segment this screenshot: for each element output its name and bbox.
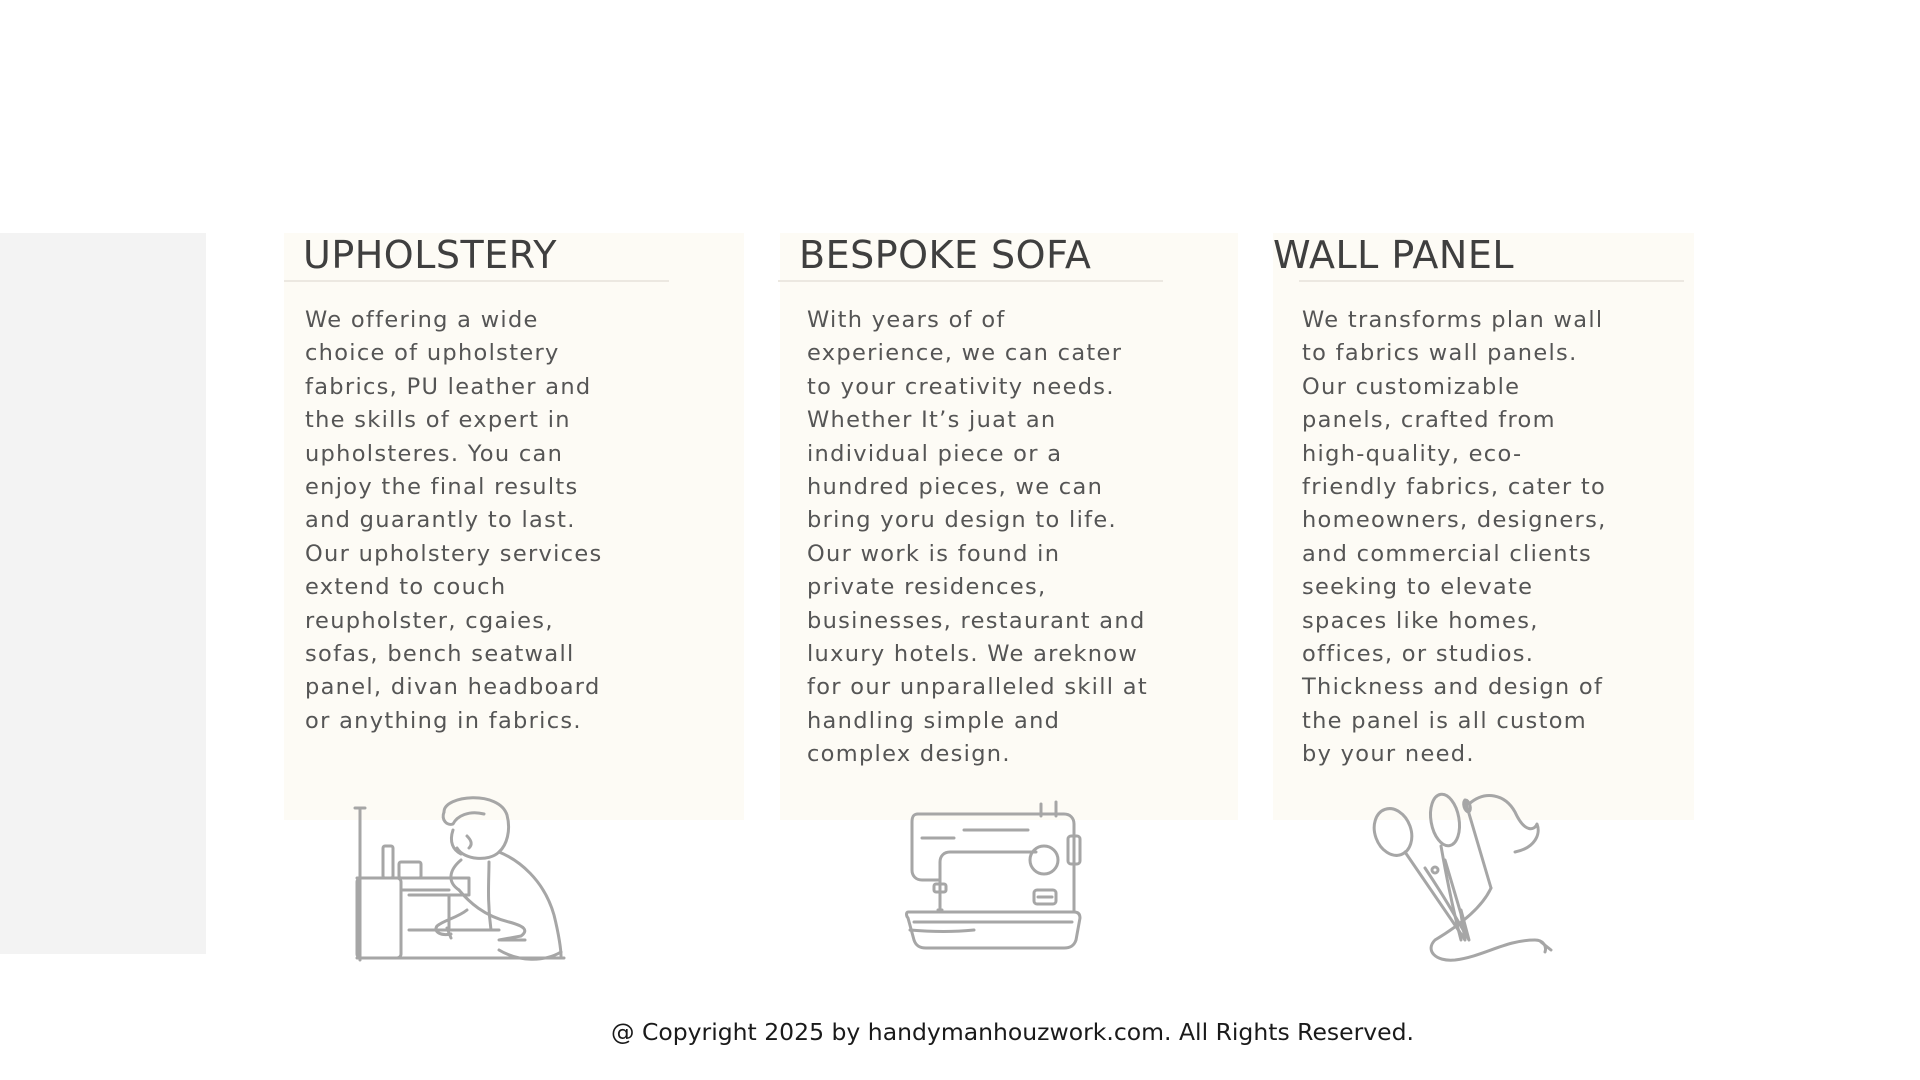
title-divider [284, 280, 669, 282]
service-title: BESPOKE SOFA [799, 233, 1092, 277]
service-card-bespoke-sofa [780, 233, 1238, 820]
title-divider [1299, 280, 1684, 282]
service-title: WALL PANEL [1273, 233, 1514, 277]
service-description: We offering a wide choice of upholstery fabrics, PU leather and the skills of expert in upholsteres. You can enjoy the final results and guarantly to last. Our upholstery services extend to couch reupholster, cgaies, sofas, bench seatwall panel, divan headboard or anything in fabrics. [305, 307, 603, 734]
service-description: We transforms plan wall to fabrics wall panels. Our customizable panels, crafted from high-quality, eco- friendly fabrics, cater to homeowners, designers, and commercial clients seeking to elevate spaces like homes, offices, or studios. Thickness and design of the panel is all custom by your need. [1302, 307, 1607, 768]
service-description: With years of of experience, we can cater to your creativity needs. Whether It’s juat an individual piece or a hundred pieces, we can bring yoru design to life. Our work is found in private residences, businesses, restaurant and luxury hotels. We areknow for our unparalleled skill at handling simple and complex design. [807, 307, 1148, 768]
service-card-upholstery [284, 233, 744, 820]
sewing-machine-icon [904, 800, 1086, 955]
service-title: UPHOLSTERY [303, 233, 557, 277]
scissors-needle-thread-icon [1365, 790, 1555, 970]
title-divider [778, 280, 1163, 282]
service-card-wall-panel [1273, 233, 1694, 820]
side-gray-block [0, 233, 206, 954]
copyright-footer: @ Copyright 2025 by handymanhouzwork.com. All Rights Reserved. [610, 1018, 1415, 1046]
tailor-at-sewing-machine-icon [349, 790, 569, 965]
